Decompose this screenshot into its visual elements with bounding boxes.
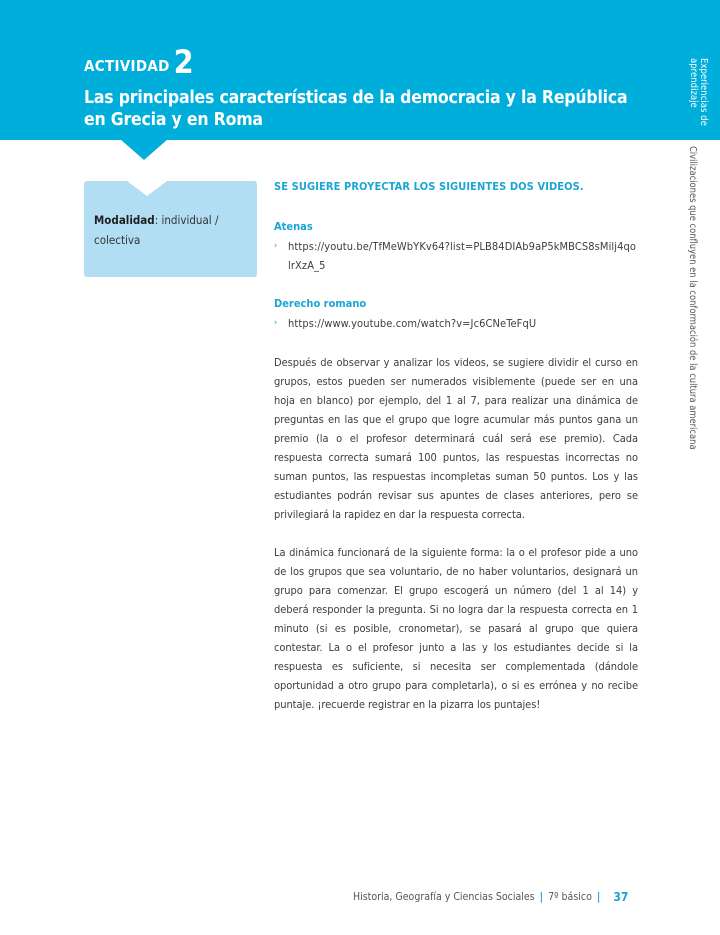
modality-label: Modalidad [94,213,155,227]
footer-grade: 7º básico [548,891,592,903]
section-side-label: Experiencias de aprendizaje [688,58,709,126]
intro-heading: SE SUGIERE PROYECTAR LOS SIGUIENTES DOS VIDEOS. [274,180,584,193]
activity-title: Las principales características de la democracia y la República en Grecia y en Roma [84,88,628,130]
footer-separator: | [539,891,544,903]
video-title-atenas: Atenas [274,220,313,233]
video-link-item [274,314,638,333]
instructions-paragraph: Después de observar y analizar los videos, se sugiere dividir el curso en grupos, estos pueden ser numerados visiblemente (puede ser en una hoja en blanco) por ejemplo, del 1 al 7, para realizar una dinámica de preguntas en las que el grupo que logre acumular más puntos gana un premio (la o el profesor determinará cuál será ese premio). Cada respuesta correcta sumará 100 puntos, las respuestas incorrectas no suman puntos, las respuestas incompletas suman 50 puntos. Los y las estudiantes podrán revisar sus apuntes de clases anteriores, pero se privilegiará la rapidez en dar la respuesta correcta. [274,356,638,521]
modality-value: : individual / colectiva [94,213,219,247]
unit-side-label: Civilizaciones que confluyen en la conformación de la cultura americana [687,146,698,450]
activity-word: ACTIVIDAD [84,57,170,75]
video-title-derecho-romano: Derecho romano [274,297,367,310]
video-link-derecho-romano[interactable]: https://www.youtube.com/watch?v=Jc6CNeTeFqU [288,317,537,330]
modality-text [94,210,244,250]
video-link-item [274,237,638,275]
header-notch-decoration [120,139,168,160]
activity-number: 2 [173,43,194,81]
activity-label [84,43,194,81]
footer-subject: Historia, Geografía y Ciencias Sociales [353,891,535,903]
bullet-icon: › [274,241,278,251]
page-footer [353,889,643,905]
video-link-atenas[interactable]: https://youtu.be/TfMeWbYKv64?list=PLB84DIAb9aP5kMBCS8sMilj4qolrXzA_5 [288,240,637,272]
bullet-icon: › [274,318,278,328]
page-number: 37 [613,890,629,904]
footer-separator: | [596,891,601,903]
modality-notch-decoration [127,181,167,196]
dynamics-paragraph: La dinámica funcionará de la siguiente forma: la o el profesor pide a uno de los grupos que sea voluntario, de no haber voluntarios, designará un grupo para comenzar. El grupo escogerá un número (del 1 al 14) y deberá responder la pregunta. Si no logra dar la respuesta correcta en 1 minuto (si es posible, cronometar), se pasará al grupo que quiera contestar. La o el profesor junto a las y los estudiantes decide si la respuesta es suficiente, si necesita ser complementada (dándole oportunidad a otro grupo para completarla), o si es errónea y no recibe puntaje. ¡recuerde registrar en la pizarra los puntajes! [274,546,638,711]
main-content [274,178,638,714]
